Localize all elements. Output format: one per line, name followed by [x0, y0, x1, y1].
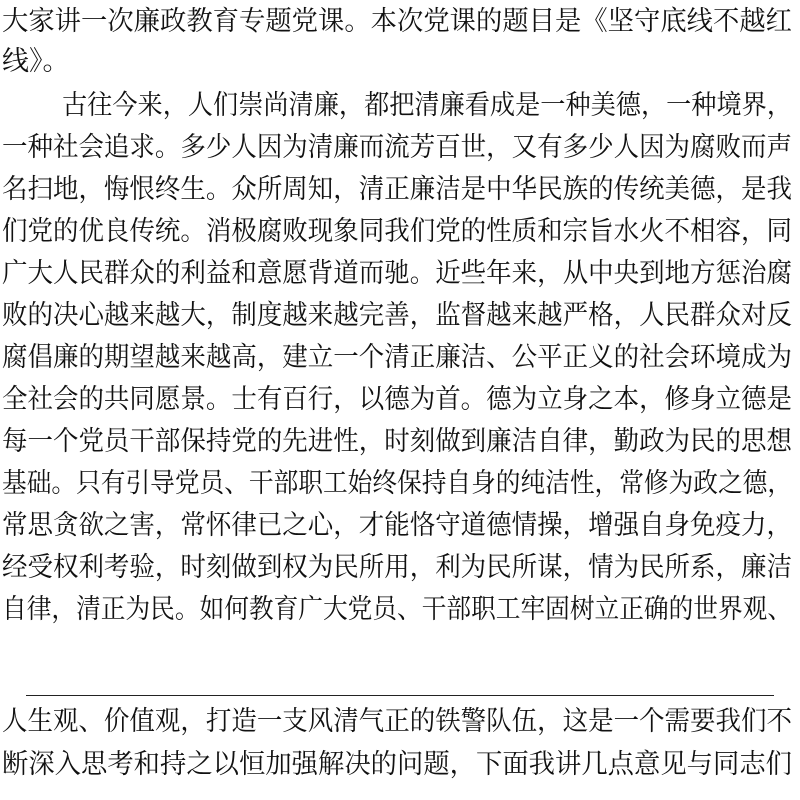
- text-span: 败的决心越来越大，制度越来越完善，监督越来越严格，人民群众对反: [2, 300, 792, 331]
- text-span: 腐倡廉的期望越来越高，建立一个清正廉洁、公平正义的社会环境成为: [2, 342, 792, 373]
- text-span: 全社会的共同愿景。士有百行，以德为首。德为立身之本，修身立德是: [2, 384, 792, 415]
- text-line: [0, 212, 800, 252]
- text-span: 们党的优良传统。消极腐败现象同我们党的性质和宗旨水火不相容，同: [2, 216, 792, 247]
- text-line: [0, 702, 800, 742]
- text-span: 一种社会追求。多少人因为清廉而流芳百世，又有多少人因为腐败而声: [2, 132, 792, 163]
- text-line: [0, 745, 800, 785]
- text-line: [0, 2, 800, 42]
- text-line: [0, 506, 800, 546]
- text-span: 自律，清正为民。如何教育广大党员、干部职工牢固树立正确的世界观、: [2, 594, 793, 625]
- text-line: [0, 464, 800, 504]
- text-span: 断深入思考和持之以恒加强解决的问题，下面我讲几点意见与同志们: [2, 749, 792, 780]
- text-line: [0, 128, 800, 168]
- text-line: [0, 254, 800, 294]
- page-divider: [26, 695, 774, 696]
- text-line: [0, 338, 800, 378]
- text-line: [0, 170, 800, 210]
- text-line: [0, 422, 800, 462]
- text-span: 人生观、价值观，打造一支风清气正的铁警队伍，这是一个需要我们不: [2, 706, 792, 737]
- text-line: [0, 296, 800, 336]
- text-span: 每一个党员干部保持党的先进性，时刻做到廉洁自律，勤政为民的思想: [2, 426, 792, 457]
- text-span: 广大人民群众的利益和意愿背道而驰。近些年来，从中央到地方惩治腐: [2, 258, 792, 289]
- text-span: 大家讲一次廉政教育专题党课。本次党课的题目是《坚守底线不越红: [2, 6, 792, 37]
- text-span: 经受权利考验，时刻做到权为民所用，利为民所谋，情为民所系，廉洁: [2, 552, 792, 583]
- text-line: [0, 590, 800, 630]
- text-line: [0, 548, 800, 588]
- text-span: 线》。: [2, 46, 70, 77]
- text-line: [0, 380, 800, 420]
- text-span: 名扫地，悔恨终生。众所周知，清正廉洁是中华民族的传统美德，是我: [2, 174, 792, 205]
- text-line: [0, 86, 800, 126]
- text-line: [0, 42, 800, 82]
- text-span: 常思贪欲之害，常怀律已之心，才能恪守道德情操，增强自身免疫力，: [2, 510, 792, 541]
- text-span: 古往今来，人们崇尚清廉，都把清廉看成是一种美德，一种境界，: [62, 90, 792, 121]
- text-span: 基础。只有引导党员、干部职工始终保持自身的纯洁性，常修为政之德，: [2, 468, 793, 499]
